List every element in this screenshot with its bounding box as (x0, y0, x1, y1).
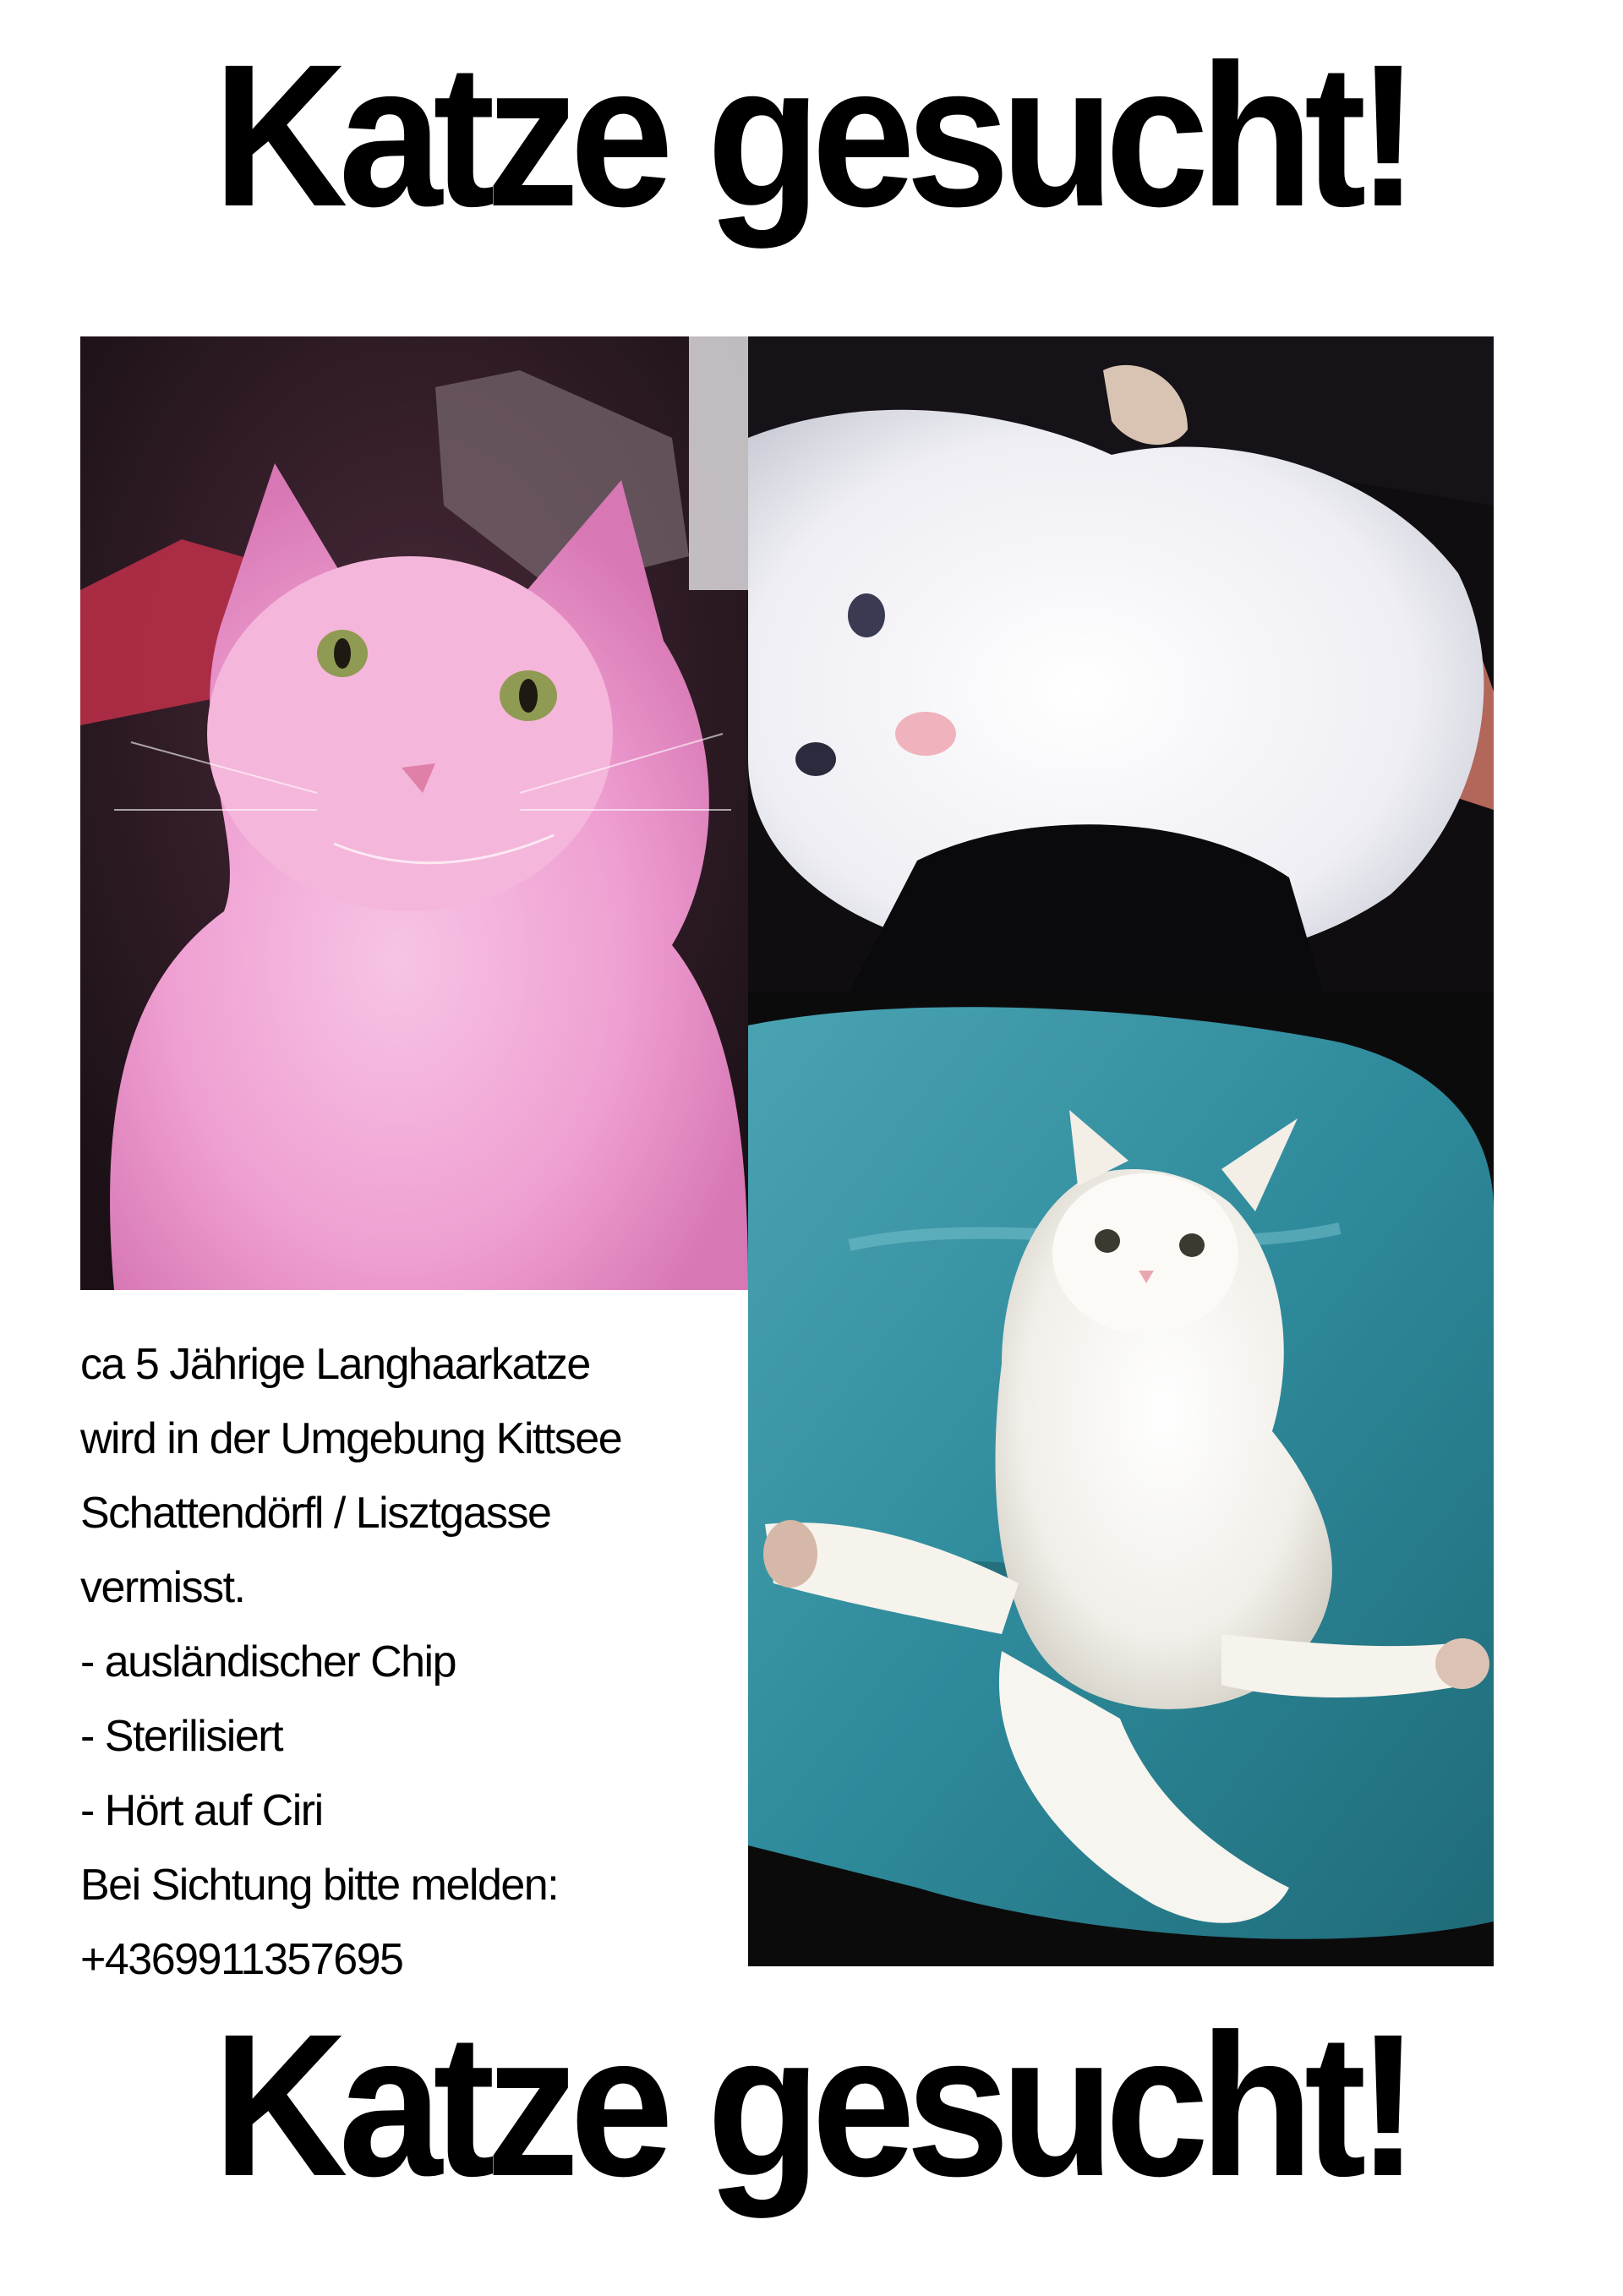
info-line: Schattendörfl / Lisztgasse (80, 1489, 551, 1538)
headline-top: Katze gesucht! (213, 22, 1410, 249)
info-line: - ausländischer Chip (80, 1637, 456, 1686)
info-line: ca 5 Jährige Langhaarkatze (80, 1340, 590, 1389)
cat-photo-blanket (748, 992, 1494, 1966)
info-line: - Sterilisiert (80, 1712, 283, 1761)
cat-description (80, 1327, 748, 1997)
cat-photo-lying (748, 336, 1494, 992)
info-line: wird in der Umgebung Kittsee (80, 1414, 622, 1463)
info-line: Bei Sichtung bitte melden: (80, 1861, 559, 1910)
phone-number: +4369911357695 (80, 1935, 403, 1984)
info-line: - Hört auf Ciri (80, 1786, 323, 1835)
info-line: vermisst. (80, 1563, 245, 1612)
cat-photo-pink (80, 336, 748, 1290)
headline-bottom: Katze gesucht! (213, 1992, 1410, 2218)
